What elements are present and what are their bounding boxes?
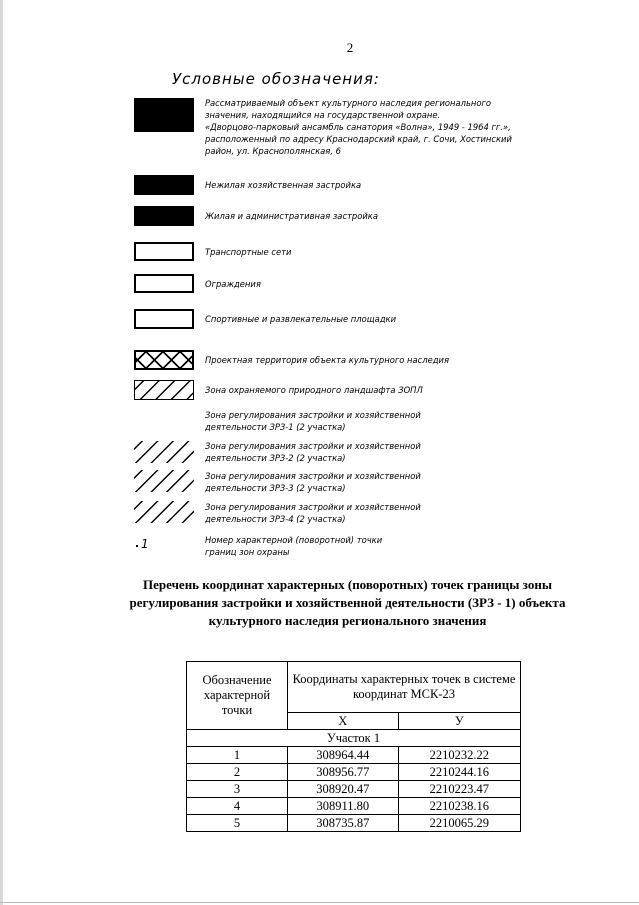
table-section-row <box>187 730 521 747</box>
legend-symbol-nonresidential <box>134 175 194 195</box>
legend-symbol-zrz-2 <box>134 441 194 463</box>
legend-title: Условные обозначения: <box>172 70 380 88</box>
legend-text-sports: Спортивные и развлекательные площадки <box>205 314 397 324</box>
scan-left-edge <box>0 0 3 905</box>
legend-text-zrz-1: Зона регулирования застройки и хозяйственной деятельности ЗРЗ-1 (2 участка) <box>205 410 421 432</box>
legend-text-zrz-4: Зона регулирования застройки и хозяйственной деятельности ЗРЗ-4 (2 участка) <box>205 502 421 524</box>
y-header: У <box>398 713 520 730</box>
legend-symbol-zopl <box>134 380 194 400</box>
page-number: 2 <box>346 40 354 55</box>
legend-symbol-sports <box>134 309 194 329</box>
coordinates-header: Координаты характерных точек в системе координат МСК-23 <box>288 662 521 713</box>
table-row: 1 308964.44 2210232.22 <box>187 747 521 764</box>
legend-text-transport: Транспортные сети <box>205 247 292 257</box>
section-label: Участок 1 <box>187 730 521 747</box>
legend-text-nonresidential: Нежилая хозяйственная застройка <box>205 180 362 190</box>
legend-point-dot <box>136 545 138 547</box>
legend-symbol-transport <box>134 242 194 261</box>
legend-text-zopl: Зона охраняемого природного ландшафта ЗОПЛ <box>205 385 423 395</box>
x-header: X <box>288 713 399 730</box>
legend-text-point-number: Номер характерной (поворотной) точки границ зон охраны <box>205 535 383 557</box>
table-row: 5 308735.87 2210065.29 <box>187 815 521 832</box>
table-header-row <box>187 662 521 713</box>
table-row: 3 308920.47 2210223.47 <box>187 781 521 798</box>
coordinates-table <box>186 661 521 832</box>
legend-symbol-project-territory <box>134 350 194 370</box>
table-row: 2 308956.77 2210244.16 <box>187 764 521 781</box>
legend-text-heritage-object: Рассматриваемый объект культурного наследия регионального значения, находящийся на государственной охране. «Дворцово-парковый ансамбль санатория «Волна», 1949 - 1964 гг.», расположенный по адресу Краснодарский край, г. Сочи, Хостинский район, ул. Краснополянская, 6 <box>205 98 512 156</box>
legend-symbol-heritage-object <box>134 98 194 132</box>
point-designation-header: Обозначение характерной точки <box>187 662 288 730</box>
legend-text-fences: Ограждения <box>205 279 261 289</box>
legend-symbol-zrz-3 <box>134 470 194 492</box>
scan-bottom-edge <box>0 902 639 903</box>
legend-text-zrz-2: Зона регулирования застройки и хозяйственной деятельности ЗРЗ-2 (2 участка) <box>205 441 421 463</box>
legend-text-residential: Жилая и административная застройка <box>205 211 378 221</box>
legend-text-project-territory: Проектная территория объекта культурного наследия <box>205 355 450 365</box>
legend-symbol-fences <box>134 274 194 293</box>
legend-text-zrz-3: Зона регулирования застройки и хозяйственной деятельности ЗРЗ-3 (2 участка) <box>205 471 421 493</box>
coordinates-heading: Перечень координат характерных (поворотных) точек границы зоны регулирования застройки и хозяйственной деятельности (ЗРЗ - 1) объекта культурного наследия регионального значения <box>129 577 566 628</box>
legend-symbol-zrz-4 <box>134 501 194 523</box>
legend-symbol-residential <box>134 206 194 226</box>
table-row: 4 308911.80 2210238.16 <box>187 798 521 815</box>
legend-point-number: 1 <box>141 537 149 551</box>
